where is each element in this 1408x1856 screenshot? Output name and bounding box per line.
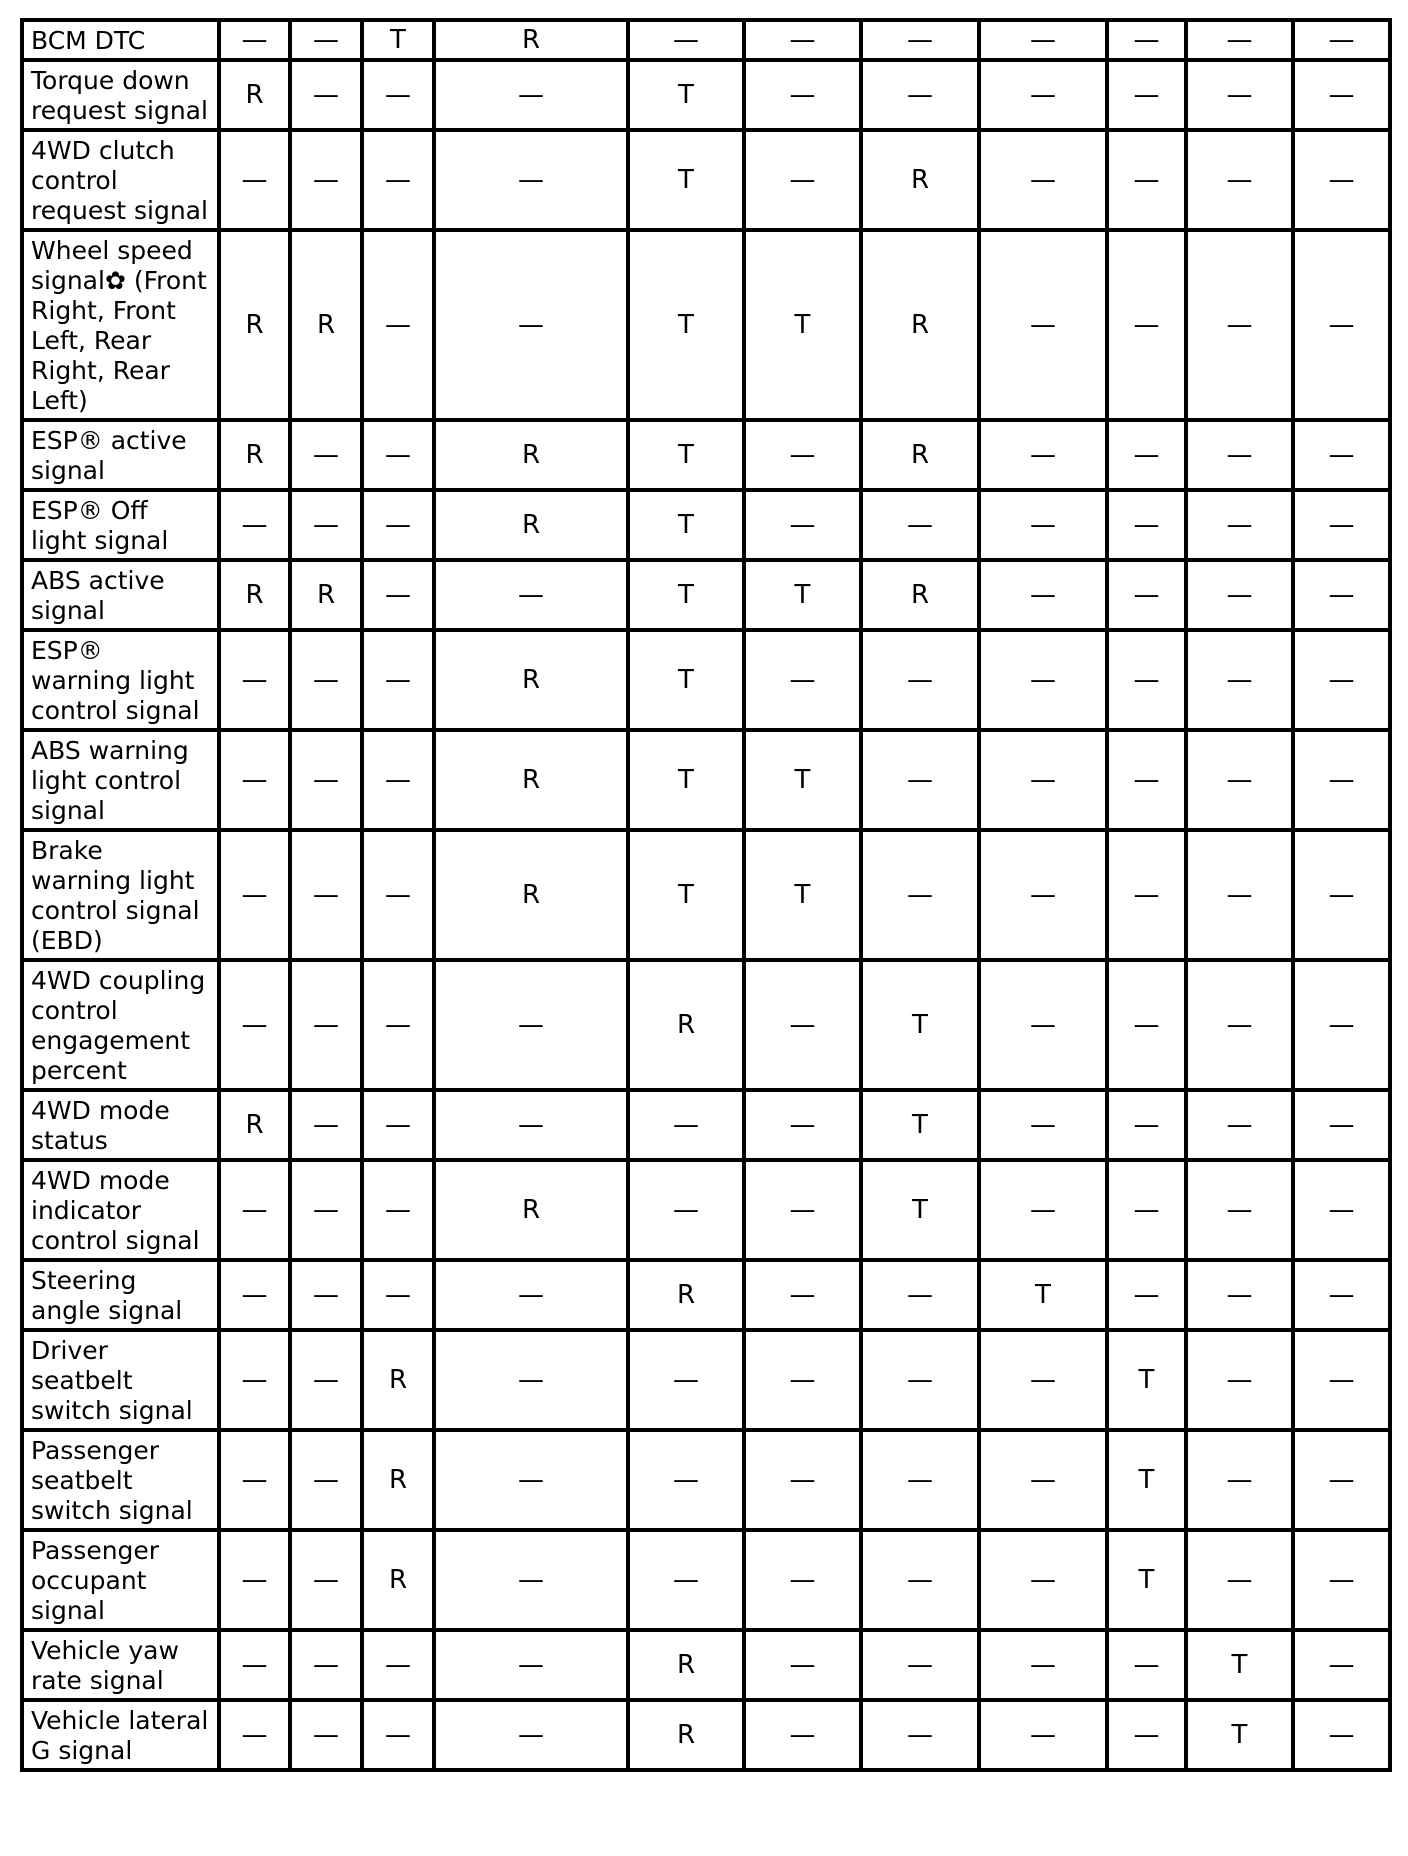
table-cell: R <box>628 1630 744 1700</box>
table-cell: — <box>1107 1630 1186 1700</box>
table-row <box>22 1630 1390 1700</box>
table-cell: — <box>861 730 979 830</box>
table-cell: — <box>1186 1160 1293 1260</box>
table-cell: — <box>362 490 434 560</box>
table-row <box>22 130 1390 230</box>
table-cell: — <box>1293 230 1390 420</box>
row-label-text: Vehicle lateral G signal <box>31 1706 209 1765</box>
table-cell: T <box>628 60 744 130</box>
row-label <box>22 1090 219 1160</box>
table-cell: — <box>219 490 290 560</box>
row-label <box>22 1530 219 1630</box>
table-cell: R <box>434 490 628 560</box>
table-cell: — <box>979 1090 1107 1160</box>
table-row <box>22 420 1390 490</box>
row-label-text: BCM DTC <box>31 26 146 55</box>
table-cell: — <box>1186 1330 1293 1430</box>
signal-table <box>20 18 1392 1772</box>
table-cell: T <box>744 230 861 420</box>
table-cell: — <box>219 1530 290 1630</box>
row-label <box>22 1700 219 1770</box>
table-cell: — <box>219 1630 290 1700</box>
table-cell: — <box>1293 1160 1390 1260</box>
table-row <box>22 960 1390 1090</box>
table-row <box>22 1160 1390 1260</box>
table-cell: — <box>290 630 362 730</box>
table-cell: — <box>744 20 861 60</box>
table-cell: — <box>1107 960 1186 1090</box>
table-cell: — <box>362 630 434 730</box>
table-cell: — <box>979 1430 1107 1530</box>
row-label <box>22 830 219 960</box>
table-cell: — <box>744 130 861 230</box>
table-cell: — <box>1293 560 1390 630</box>
table-cell: T <box>628 490 744 560</box>
table-cell: R <box>434 730 628 830</box>
table-cell: — <box>362 130 434 230</box>
table-cell: — <box>1293 630 1390 730</box>
table-cell: — <box>1293 60 1390 130</box>
table-cell: — <box>744 1700 861 1770</box>
table-cell: — <box>1293 20 1390 60</box>
table-cell: — <box>1293 1530 1390 1630</box>
table-cell: R <box>861 420 979 490</box>
table-cell: T <box>362 20 434 60</box>
table-cell: — <box>290 1630 362 1700</box>
table-row <box>22 1530 1390 1630</box>
table-cell: — <box>362 420 434 490</box>
table-cell: — <box>290 420 362 490</box>
table-cell: — <box>1107 490 1186 560</box>
table-cell: — <box>628 1530 744 1630</box>
table-cell: — <box>628 20 744 60</box>
table-cell: — <box>744 1160 861 1260</box>
row-label <box>22 60 219 130</box>
table-cell: R <box>628 1260 744 1330</box>
table-cell: — <box>434 1530 628 1630</box>
table-cell: T <box>979 1260 1107 1330</box>
table-cell: — <box>362 60 434 130</box>
table-cell: — <box>1107 230 1186 420</box>
table-cell: — <box>861 630 979 730</box>
table-cell: — <box>861 1260 979 1330</box>
table-cell: R <box>434 830 628 960</box>
table-cell: R <box>434 630 628 730</box>
table-cell: — <box>434 560 628 630</box>
row-label-text: ABS active signal <box>31 566 165 625</box>
table-cell: — <box>1186 960 1293 1090</box>
table-cell: — <box>979 420 1107 490</box>
table-cell: R <box>861 560 979 630</box>
row-label-text: ABS warning light control signal <box>31 736 189 825</box>
table-cell: — <box>1107 20 1186 60</box>
table-cell: — <box>362 1700 434 1770</box>
table-cell: T <box>744 830 861 960</box>
table-cell: — <box>744 960 861 1090</box>
table-cell: T <box>1107 1430 1186 1530</box>
table-row <box>22 230 1390 420</box>
table-cell: — <box>744 630 861 730</box>
row-label-text: Passenger seatbelt switch signal <box>31 1436 193 1525</box>
table-cell: — <box>362 1630 434 1700</box>
table-cell: — <box>979 20 1107 60</box>
table-cell: — <box>1107 560 1186 630</box>
table-cell: R <box>219 1090 290 1160</box>
table-cell: — <box>1186 1260 1293 1330</box>
table-cell: — <box>362 1260 434 1330</box>
table-cell: T <box>861 960 979 1090</box>
table-cell: — <box>628 1430 744 1530</box>
table-cell: — <box>744 490 861 560</box>
table-cell: T <box>1107 1330 1186 1430</box>
table-cell: — <box>1293 1430 1390 1530</box>
row-label <box>22 490 219 560</box>
table-cell: — <box>434 60 628 130</box>
table-cell: — <box>1107 830 1186 960</box>
row-label-text: Vehicle yaw rate signal <box>31 1636 179 1695</box>
table-row <box>22 730 1390 830</box>
table-cell: R <box>628 960 744 1090</box>
table-cell: T <box>628 130 744 230</box>
table-cell: — <box>979 1160 1107 1260</box>
table-cell: T <box>861 1090 979 1160</box>
table-cell: — <box>1107 1260 1186 1330</box>
table-cell: T <box>1186 1630 1293 1700</box>
table-cell: — <box>744 60 861 130</box>
table-cell: T <box>628 730 744 830</box>
table-cell: — <box>290 1700 362 1770</box>
table-cell: — <box>979 1630 1107 1700</box>
table-cell: — <box>219 730 290 830</box>
row-label-text: Torque down request signal <box>31 66 208 125</box>
table-cell: — <box>1186 420 1293 490</box>
table-cell: T <box>628 230 744 420</box>
table-row <box>22 20 1390 60</box>
table-cell: — <box>1293 1090 1390 1160</box>
table-cell: — <box>861 490 979 560</box>
table-cell: — <box>744 1090 861 1160</box>
table-row <box>22 60 1390 130</box>
table-cell: — <box>434 1700 628 1770</box>
table-cell: — <box>219 960 290 1090</box>
table-cell: R <box>362 1430 434 1530</box>
table-cell: — <box>979 1330 1107 1430</box>
table-cell: — <box>1186 1530 1293 1630</box>
table-cell: — <box>1293 830 1390 960</box>
table-cell: — <box>861 1330 979 1430</box>
table-cell: — <box>861 1700 979 1770</box>
table-row <box>22 1700 1390 1770</box>
table-row <box>22 1430 1390 1530</box>
table-cell: — <box>1186 1090 1293 1160</box>
table-cell: — <box>434 130 628 230</box>
table-cell: — <box>219 1700 290 1770</box>
table-cell: — <box>979 230 1107 420</box>
table-cell: — <box>362 730 434 830</box>
row-label <box>22 730 219 830</box>
table-cell: — <box>979 730 1107 830</box>
table-cell: R <box>219 560 290 630</box>
table-cell: — <box>979 560 1107 630</box>
table-cell: — <box>290 1430 362 1530</box>
table-cell: — <box>219 1160 290 1260</box>
row-label-text: 4WD mode status <box>31 1096 170 1155</box>
table-cell: — <box>290 1160 362 1260</box>
table-cell: T <box>1107 1530 1186 1630</box>
table-cell: R <box>861 130 979 230</box>
table-cell: — <box>1107 130 1186 230</box>
table-cell: — <box>219 1430 290 1530</box>
table-cell: — <box>861 1530 979 1630</box>
row-label-text: ESP® active signal <box>31 426 187 485</box>
table-cell: — <box>290 60 362 130</box>
table-cell: — <box>1293 1330 1390 1430</box>
table-cell: — <box>1293 420 1390 490</box>
table-cell: — <box>1107 730 1186 830</box>
table-cell: — <box>362 1090 434 1160</box>
table-row <box>22 830 1390 960</box>
row-label <box>22 960 219 1090</box>
table-cell: — <box>744 1630 861 1700</box>
table-cell: — <box>979 630 1107 730</box>
row-label-text: Wheel speed signal✿ (Front Right, Front Left, Rear Right, Rear Left) <box>31 236 207 415</box>
table-cell: — <box>979 60 1107 130</box>
row-label <box>22 1260 219 1330</box>
row-label <box>22 420 219 490</box>
table-cell: — <box>434 1630 628 1700</box>
table-cell: — <box>1293 1700 1390 1770</box>
table-cell: — <box>979 830 1107 960</box>
table-cell: T <box>1186 1700 1293 1770</box>
table-cell: — <box>1107 420 1186 490</box>
table-row <box>22 490 1390 560</box>
table-cell: R <box>290 560 362 630</box>
table-cell: — <box>290 130 362 230</box>
table-row <box>22 630 1390 730</box>
table-cell: — <box>979 960 1107 1090</box>
table-cell: — <box>628 1160 744 1260</box>
table-cell: — <box>1293 1260 1390 1330</box>
row-label <box>22 1160 219 1260</box>
table-cell: — <box>362 1160 434 1260</box>
row-label-text: Brake warning light control signal (EBD) <box>31 836 200 955</box>
table-cell: — <box>861 60 979 130</box>
table-cell: — <box>744 1260 861 1330</box>
table-cell: — <box>1293 130 1390 230</box>
table-cell: — <box>979 490 1107 560</box>
table-cell: — <box>1107 630 1186 730</box>
table-cell: — <box>1186 630 1293 730</box>
table-cell: — <box>628 1330 744 1430</box>
table-cell: T <box>628 560 744 630</box>
table-cell: — <box>744 1430 861 1530</box>
table-cell: — <box>290 20 362 60</box>
table-cell: R <box>434 20 628 60</box>
table-cell: — <box>1293 1630 1390 1700</box>
table-cell: T <box>628 630 744 730</box>
table-cell: R <box>219 60 290 130</box>
table-cell: — <box>219 630 290 730</box>
table-cell: — <box>290 1530 362 1630</box>
table-cell: — <box>1186 830 1293 960</box>
row-label-text: Passenger occupant signal <box>31 1536 160 1625</box>
row-label <box>22 1630 219 1700</box>
table-cell: — <box>434 230 628 420</box>
table-cell: — <box>861 20 979 60</box>
table-cell: R <box>362 1530 434 1630</box>
table-cell: — <box>1186 490 1293 560</box>
table-cell: — <box>861 1430 979 1530</box>
row-label-text: Driver seatbelt switch signal <box>31 1336 193 1425</box>
table-cell: — <box>362 560 434 630</box>
row-label-text: Steering angle signal <box>31 1266 183 1325</box>
table-cell: R <box>290 230 362 420</box>
table-cell: R <box>628 1700 744 1770</box>
table-body <box>22 20 1390 1770</box>
table-row <box>22 1330 1390 1430</box>
table-cell: T <box>628 420 744 490</box>
table-cell: — <box>362 960 434 1090</box>
row-label <box>22 20 219 60</box>
table-cell: — <box>1107 1090 1186 1160</box>
table-cell: — <box>290 830 362 960</box>
table-cell: T <box>744 560 861 630</box>
table-cell: — <box>744 1330 861 1430</box>
row-label-text: 4WD mode indicator control signal <box>31 1166 200 1255</box>
table-cell: — <box>219 1330 290 1430</box>
table-cell: — <box>1186 560 1293 630</box>
table-cell: — <box>744 1530 861 1630</box>
table-cell: — <box>219 130 290 230</box>
row-label <box>22 630 219 730</box>
table-cell: R <box>434 420 628 490</box>
row-label-text: ESP® warning light control signal <box>31 636 200 725</box>
table-cell: — <box>290 490 362 560</box>
table-cell: — <box>861 830 979 960</box>
table-cell: T <box>628 830 744 960</box>
table-cell: — <box>1186 1430 1293 1530</box>
table-cell: — <box>434 1430 628 1530</box>
table-cell: — <box>628 1090 744 1160</box>
table-cell: — <box>219 830 290 960</box>
table-cell: — <box>1186 730 1293 830</box>
table-cell: — <box>290 1330 362 1430</box>
table-cell: — <box>1107 60 1186 130</box>
table-cell: — <box>219 1260 290 1330</box>
row-label-text: 4WD clutch control request signal <box>31 136 208 225</box>
row-label-text: ESP® Off light signal <box>31 496 169 555</box>
table-cell: — <box>434 960 628 1090</box>
table-cell: T <box>744 730 861 830</box>
table-cell: — <box>1293 730 1390 830</box>
table-cell: — <box>362 230 434 420</box>
table-cell: — <box>434 1090 628 1160</box>
table-cell: R <box>219 230 290 420</box>
row-label <box>22 130 219 230</box>
table-cell: — <box>434 1260 628 1330</box>
table-cell: — <box>1186 130 1293 230</box>
table-cell: — <box>1107 1700 1186 1770</box>
row-label <box>22 1430 219 1530</box>
table-cell: — <box>1186 20 1293 60</box>
table-cell: — <box>290 730 362 830</box>
table-cell: — <box>979 1700 1107 1770</box>
table-cell: — <box>979 1530 1107 1630</box>
table-cell: — <box>1107 1160 1186 1260</box>
table-cell: — <box>219 20 290 60</box>
table-cell: — <box>1186 60 1293 130</box>
table-cell: R <box>362 1330 434 1430</box>
table-cell: — <box>979 130 1107 230</box>
table-cell: R <box>861 230 979 420</box>
table-cell: — <box>290 1090 362 1160</box>
table-cell: — <box>861 1630 979 1700</box>
table-cell: — <box>290 960 362 1090</box>
table-cell: — <box>290 1260 362 1330</box>
table-cell: — <box>1186 230 1293 420</box>
row-label <box>22 560 219 630</box>
table-cell: R <box>434 1160 628 1260</box>
row-label-text: 4WD coupling control engagement percent <box>31 966 206 1085</box>
table-cell: — <box>744 420 861 490</box>
table-row <box>22 560 1390 630</box>
row-label <box>22 230 219 420</box>
table-cell: R <box>219 420 290 490</box>
table-cell: — <box>1293 490 1390 560</box>
table-cell: — <box>434 1330 628 1430</box>
table-row <box>22 1090 1390 1160</box>
table-cell: T <box>861 1160 979 1260</box>
row-label <box>22 1330 219 1430</box>
table-row <box>22 1260 1390 1330</box>
table-cell: — <box>362 830 434 960</box>
table-cell: — <box>1293 960 1390 1090</box>
